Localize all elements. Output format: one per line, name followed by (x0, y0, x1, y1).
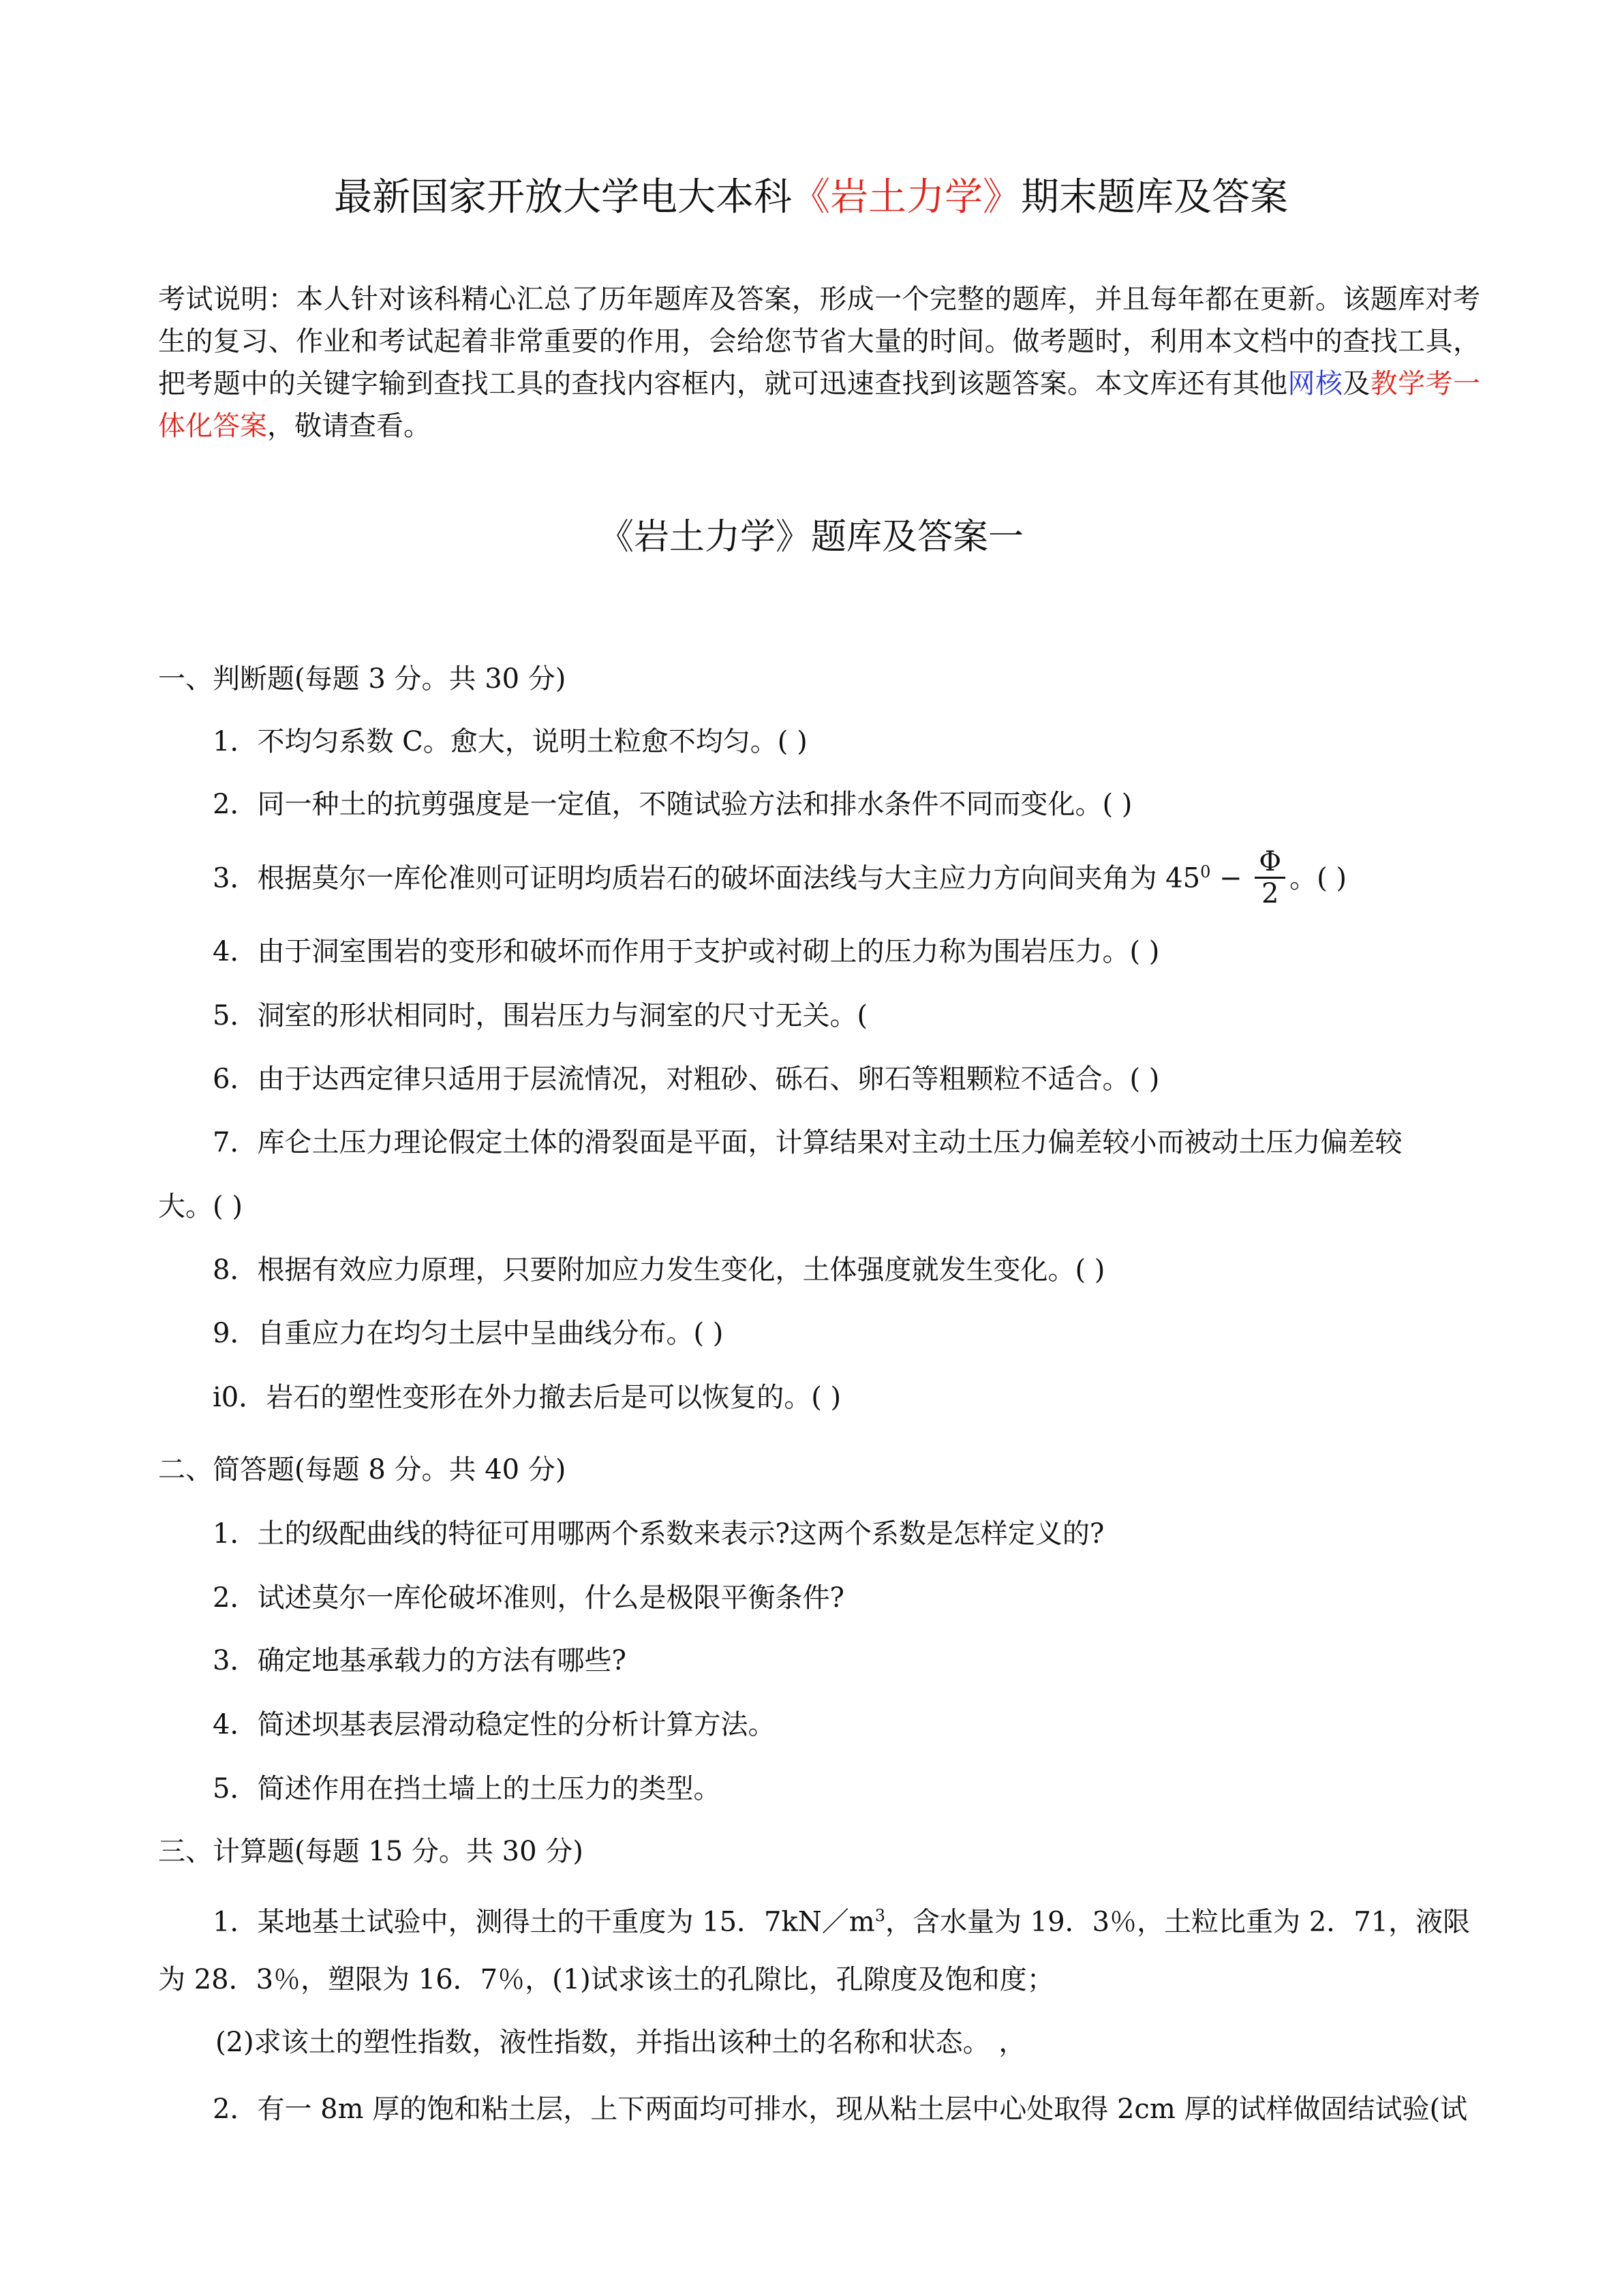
s1-question-7: 7．库仑土压力理论假定土体的滑裂面是平面，计算结果对主动土压力偏差较小而被动土压力偏差较 (213, 1127, 1403, 1158)
s1-question-9: 9．自重应力在均匀土层中呈曲线分布。( ) (213, 1318, 724, 1349)
section1-heading: 一、判断题(每题 3 分。共 30 分) (158, 663, 566, 695)
s1-question-6: 6．由于达西定律只适用于层流情况，对粗砂、砾石、卵石等粗颗粒不适合。( ) (213, 1063, 1160, 1095)
section-subtitle: 《岩土力学》题库及答案一 (598, 517, 1024, 558)
s2-question-4: 4．简述坝基表层滑动稳定性的分析计算方法。 (213, 1709, 776, 1740)
s1-question-8: 8．根据有效应力原理，只要附加应力发生变化，土体强度就发生变化。( ) (213, 1254, 1105, 1286)
s2-question-1: 1．土的级配曲线的特征可用哪两个系数来表示?这两个系数是怎样定义的? (213, 1518, 1105, 1550)
s2-question-2: 2．试述莫尔一库伦破坏准则，什么是极限平衡条件? (213, 1582, 844, 1614)
intro-text: 考试说明：本人针对该科精心汇总了历年题库及答案，形成一个完整的题库，并且每年都在更新。该题库对考生的复习、作业和考试起着非常重要的作用，会给您节省大量的时间。做考题时，利用本文档中的查找工具，把考题中的关键字输到查找工具的查找内容框内，就可迅速查找到该题答案。本文库还有其他 (158, 284, 1480, 399)
intro-link-teaching[interactable]: 教学考一体化答案 (158, 368, 1481, 442)
title-suffix: 期末题库及答案 (1021, 175, 1288, 220)
s1-q3-denominator: 2 (1261, 878, 1279, 909)
s1-q3-numerator: Φ (1255, 847, 1285, 879)
s3-q1-text: 1．某地基土试验中，测得土的干重度为 15．7kN／m (213, 1906, 875, 1938)
intro-link-wanghe[interactable]: 网核 (1287, 368, 1343, 399)
s1-question-5: 5．洞室的形状相同时，围岩压力与洞室的尺寸无关。( (213, 1000, 868, 1031)
s1-question-1: 1．不均匀系数 C。愈大，说明土粒愈不均匀。( ) (213, 726, 808, 757)
page-title (0, 170, 1622, 225)
title-course: 《岩土力学》 (792, 175, 1021, 220)
intro-mid: 及 (1343, 368, 1371, 399)
s3-question-2: 2．有一 8m 厚的饱和粘土层，上下两面均可排水，现从粘土层中心处取得 2cm 厚的试样做固结试验(试 (213, 2094, 1468, 2125)
s3-question-1-part2: (2)求该土的塑性指数，液性指数，并指出该种土的名称和状态。 ， (215, 2027, 1026, 2058)
section2-heading: 二、简答题(每题 8 分。共 40 分) (158, 1454, 566, 1485)
s1-q3-fraction (1255, 847, 1285, 909)
s1-q3-minus: − (1210, 862, 1251, 894)
s3-question-1 (213, 1895, 1470, 1942)
s1-question-3 (213, 846, 1347, 911)
s1-q3-tail: 。( ) (1289, 862, 1347, 894)
s3-question-1-cont: 为 28．3％，塑限为 16．7％，(1)试求该土的孔隙比，孔隙度及饱和度； (158, 1964, 1054, 1995)
s1-question-10: i0．岩石的塑性变形在外力撤去后是可以恢复的。( ) (213, 1382, 842, 1413)
intro-end: ，敬请查看。 (267, 410, 431, 442)
s1-q3-degree: 0 (1200, 862, 1211, 882)
s1-question-2: 2．同一种土的抗剪强度是一定值，不随试验方法和排水条件不同而变化。( ) (213, 789, 1133, 820)
s1-q3-text: 3．根据莫尔一库伦准则可证明均质岩石的破坏面法线与大主应力方向间夹角为 45 (213, 862, 1201, 894)
title-prefix: 最新国家开放大学电大本科 (334, 175, 792, 220)
s1-question-7-cont: 大。( ) (158, 1191, 243, 1222)
exam-intro (158, 278, 1480, 447)
s2-question-3: 3．确定地基承载力的方法有哪些? (213, 1645, 626, 1676)
s3-q1-tail: ，含水量为 19．3％，土粒比重为 2．71，液限 (885, 1906, 1471, 1938)
s3-q1-cubed: 3 (874, 1906, 885, 1925)
s2-question-5: 5．简述作用在挡土墙上的土压力的类型。 (213, 1773, 721, 1804)
section3-heading: 三、计算题(每题 15 分。共 30 分) (158, 1836, 583, 1867)
s1-question-4: 4．由于洞室围岩的变形和破坏而作用于支护或衬砌上的压力称为围岩压力。( ) (213, 936, 1160, 967)
